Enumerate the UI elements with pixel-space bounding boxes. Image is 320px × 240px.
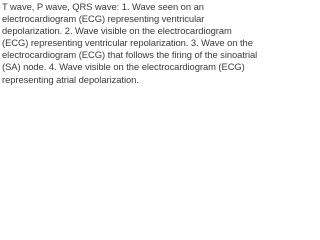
question-text: T wave, P wave, QRS wave: 1. Wave seen on an electrocardiogram (ECG) representing ventricular depolarization. 2. Wave visible on the electrocardiogram (ECG) representing ventricular repolarization. 3. Wave on the electrocardiogram (ECG) that follows the firing of the sinoatrial (SA) node. 4. Wave visible on the electrocardiogram (ECG) representing atrial depolarization.	[2, 1, 258, 85]
